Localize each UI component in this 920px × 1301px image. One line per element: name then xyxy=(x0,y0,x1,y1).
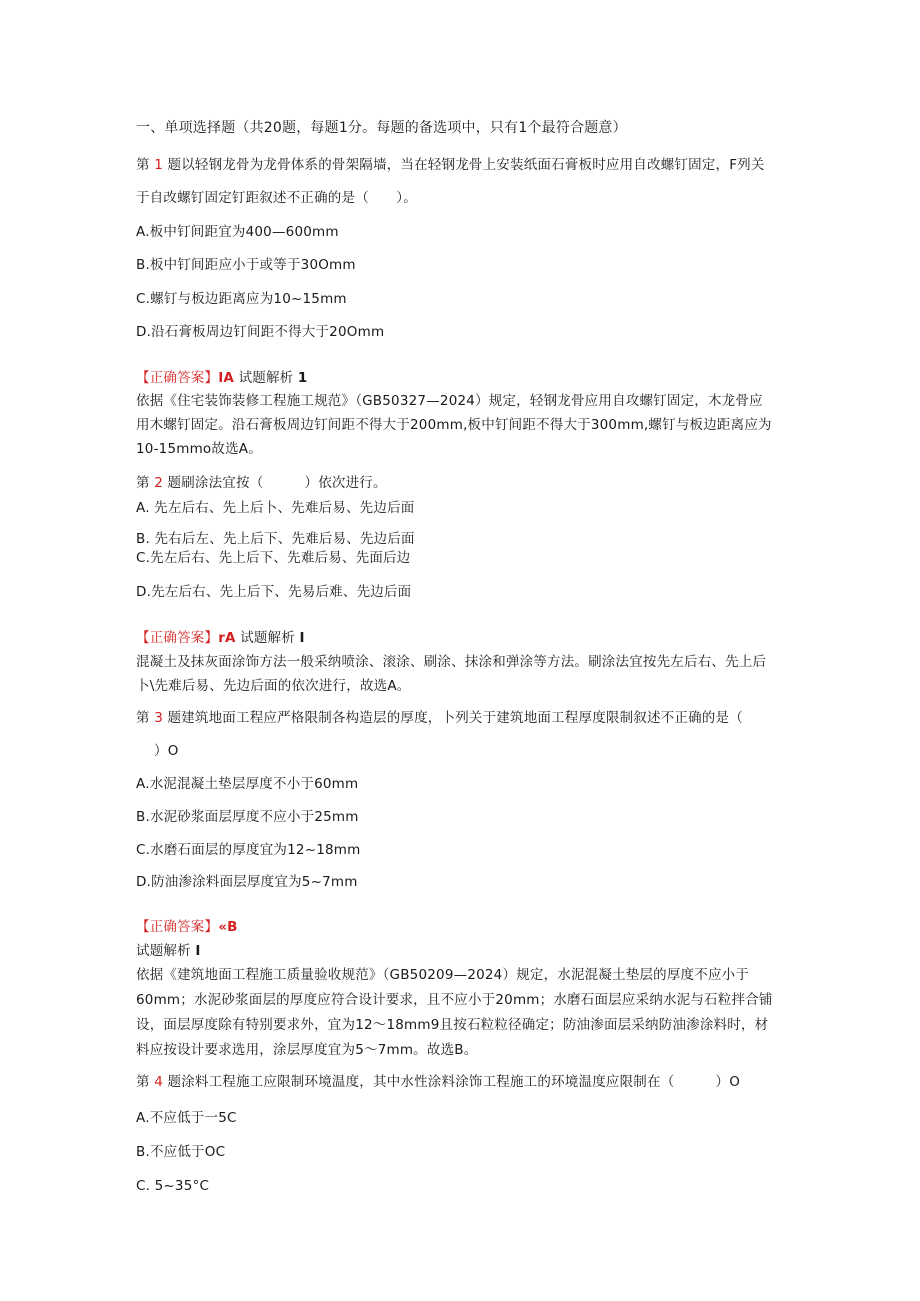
question-2-option-a: A. 先左后右、先上后卜、先难后易、先边后面 xyxy=(136,500,415,516)
analysis-mark: 1 xyxy=(297,370,308,386)
question-1-answer xyxy=(136,369,307,387)
question-2-analysis-line-1: 混凝土及抹灰面涂饰方法一般采纳喷涂、滚涂、刷涂、抹涂和弹涂等方法。刷涂法宜按先左后右、先上后 xyxy=(136,654,767,670)
answer-label: 【正确答案】 xyxy=(136,919,219,935)
question-3-analysis-line-3: 设，面层厚度除有特别要求外，宜为12～18mm9且按石粒粒径确定；防油渗面层采纳防油渗涂料时，材 xyxy=(136,1017,769,1033)
section-title: 一、单项选择题（共20题，每题1分。每题的备选项中，只有1个最符合题意） xyxy=(136,120,627,136)
answer-label: 【正确答案】 xyxy=(136,630,219,646)
question-1-option-c: C.螺钉与板边距离应为10~15mm xyxy=(136,291,347,307)
question-text: 题以轻钢龙骨为龙骨体系的骨架隔墙，当在轻钢龙骨上安装纸面石膏板时应用自改螺钉固定，F列关 xyxy=(167,157,765,173)
question-1-analysis-line-3: 10-15mmo故选A。 xyxy=(136,441,262,457)
question-3-analysis-heading xyxy=(136,942,201,960)
question-prefix: 第 xyxy=(136,1074,150,1090)
question-text: 题建筑地面工程应严格限制各构造层的厚度，卜列关于建筑地面工程厚度限制叙述不正确的是（ xyxy=(167,710,743,726)
question-number: 3 xyxy=(154,710,163,726)
question-3-option-d: D.防油渗涂料面层厚度宜为5~7mm xyxy=(136,874,358,890)
question-prefix: 第 xyxy=(136,157,150,173)
answer-value: rA xyxy=(218,630,236,646)
question-3-option-a: A.水泥混凝土垫层厚度不小于60mm xyxy=(136,776,359,792)
question-number: 4 xyxy=(154,1074,163,1090)
question-2-line-1 xyxy=(136,474,387,492)
question-prefix: 第 xyxy=(136,475,150,491)
question-4-option-a: A.不应低于一5C xyxy=(136,1110,237,1126)
analysis-label: 试题解析 xyxy=(238,370,294,386)
question-3-analysis-line-4: 料应按设计要求选用，涂层厚度宜为5～7mm。故选B。 xyxy=(136,1042,478,1058)
question-3-option-c: C.水磨石面层的厚度宜为12~18mm xyxy=(136,842,361,858)
question-3-option-b: B.水泥砂浆面层厚度不应小于25mm xyxy=(136,809,359,825)
question-2-option-d: D.先左后右、先上后下、先易后难、先边后面 xyxy=(136,584,412,600)
question-1-option-b: B.板中钉间距应小于或等于30Omm xyxy=(136,257,356,273)
question-text: 题刷涂法宜按（ ）依次进行。 xyxy=(167,475,387,491)
question-3-line-1 xyxy=(136,709,743,727)
question-3-analysis-line-1: 依据《建筑地面工程施工质量验收规范》（GB50209—2024）规定，水泥混凝土垫层的厚度不应小于 xyxy=(136,967,750,983)
question-4-option-c: C. 5~35°C xyxy=(136,1178,210,1194)
answer-label: 【正确答案】 xyxy=(136,370,219,386)
analysis-label: 试题解析 xyxy=(240,630,296,646)
question-1-line-1 xyxy=(136,156,765,174)
question-1-line-2: 于自改螺钉固定钉距叙述不正确的是（ ）。 xyxy=(136,190,417,206)
analysis-mark: I xyxy=(195,943,201,959)
question-4-line-1 xyxy=(136,1073,740,1091)
analysis-label: 试题解析 xyxy=(136,943,191,959)
question-1-option-d: D.沿石膏板周边钉间距不得大于20Omm xyxy=(136,324,385,340)
question-1-analysis-line-1: 依据《住宅装饰装修工程施工规范》（GB50327—2024）规定，轻钢龙骨应用自攻螺钉固定，木龙骨应 xyxy=(136,393,763,409)
question-3-analysis-line-2: 60mm；水泥砂浆面层的厚度应符合设计要求，且不应小于20mm；水磨石面层应采纳水泥与石粒拌合铺 xyxy=(136,992,773,1008)
question-2-analysis-line-2: 卜\先难后易、先边后面的依次进行，故选A。 xyxy=(136,678,411,694)
answer-value: «B xyxy=(218,919,238,935)
question-text: 题涂料工程施工应限制环境温度，其中水性涂料涂饰工程施工的环境温度应限制在（ ）O xyxy=(167,1074,741,1090)
question-2-answer xyxy=(136,629,305,647)
question-1-option-a: A.板中钉间距宜为400—600mm xyxy=(136,224,339,240)
question-2-option-b: B. 先右后左、先上后下、先难后易、先边后面 xyxy=(136,531,415,547)
question-number: 1 xyxy=(154,157,163,173)
answer-value: IA xyxy=(218,370,235,386)
question-1-analysis-line-2: 用木螺钉固定。沿石膏板周边钉间距不得大于200mm,板中钉间距不得大于300mm,螺钉与板边距离应为 xyxy=(136,417,772,433)
question-3-line-2: ）O xyxy=(154,743,179,759)
analysis-mark: I xyxy=(299,630,305,646)
question-4-option-b: B.不应低于OC xyxy=(136,1144,226,1160)
question-2-option-c: C.先左后右、先上后下、先难后易、先面后边 xyxy=(136,550,411,566)
question-3-answer xyxy=(136,918,238,936)
question-number: 2 xyxy=(154,475,163,491)
question-prefix: 第 xyxy=(136,710,150,726)
